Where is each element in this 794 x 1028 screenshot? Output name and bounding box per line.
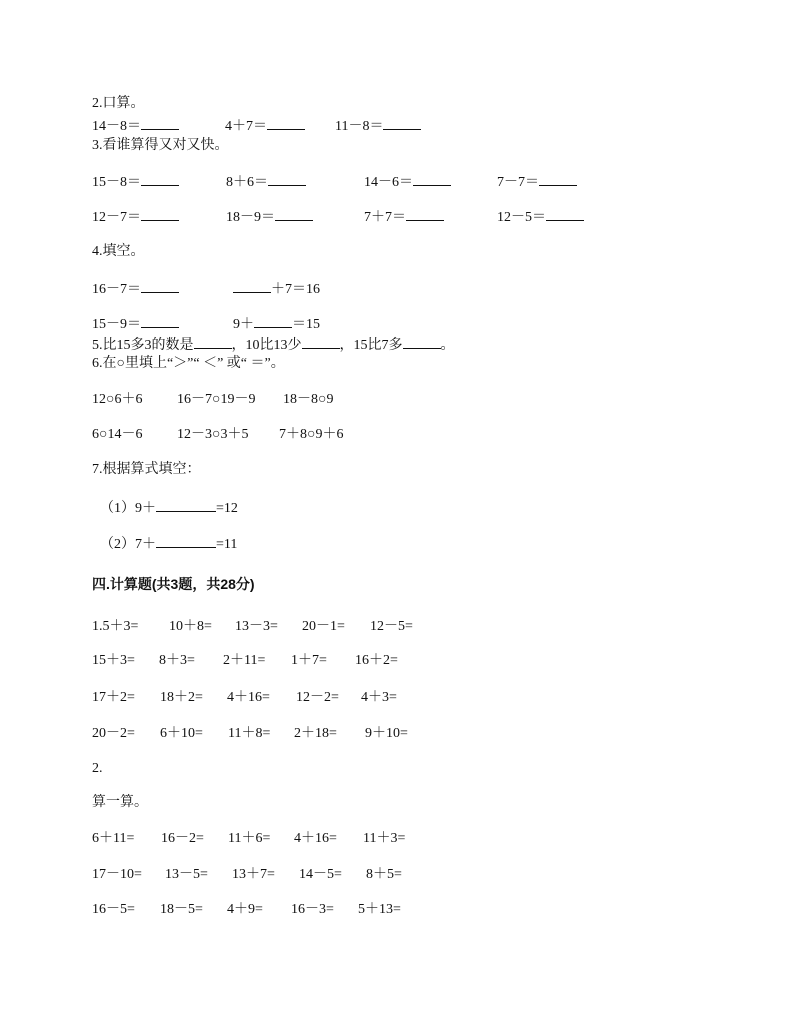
compare-item: 16－7○19－9 bbox=[177, 392, 256, 407]
q2-item-1: 14－8＝ bbox=[92, 115, 179, 137]
calc-item: 12－2= bbox=[296, 690, 339, 705]
calc-item: 8＋5= bbox=[366, 867, 402, 882]
answer-blank[interactable] bbox=[156, 533, 216, 548]
answer-blank[interactable] bbox=[539, 171, 577, 186]
q4-item: 9＋ ＝15 bbox=[233, 313, 320, 335]
compare-item: 12－3○3＋5 bbox=[177, 427, 249, 442]
compare-item: 7＋8○9＋6 bbox=[279, 427, 344, 442]
answer-blank[interactable] bbox=[156, 497, 216, 512]
calc-item: 20－2= bbox=[92, 726, 135, 741]
calc-item: 4＋3= bbox=[361, 690, 397, 705]
calc-item: 14－5= bbox=[299, 867, 342, 882]
q4-title bbox=[92, 242, 145, 262]
answer-blank[interactable] bbox=[141, 115, 179, 130]
answer-blank[interactable] bbox=[413, 171, 451, 186]
compare-item: 6○14－6 bbox=[92, 427, 143, 442]
q5-text: 5.比15多3的数是 bbox=[92, 338, 194, 353]
q3-item: 18－9＝ bbox=[226, 206, 313, 228]
q6-title bbox=[92, 354, 285, 374]
calc-item: 2＋11= bbox=[223, 653, 266, 668]
calc-item: 11＋6= bbox=[228, 831, 271, 846]
calc-item: 20－1= bbox=[302, 619, 345, 634]
q2-item-3: 11－8＝ bbox=[335, 115, 421, 137]
answer-blank[interactable] bbox=[302, 334, 340, 349]
q7-item-2: （2）7＋ =11 bbox=[100, 533, 237, 553]
q4-item: 16－7＝ bbox=[92, 278, 179, 300]
q3-title bbox=[92, 136, 229, 156]
answer-blank[interactable] bbox=[406, 206, 444, 221]
q3-item: 12－5＝ bbox=[497, 206, 584, 228]
q7-item-1: （1）9＋ =12 bbox=[100, 497, 238, 517]
calc-item: 17－10= bbox=[92, 867, 142, 882]
calc-item: 13－5= bbox=[165, 867, 208, 882]
calc-item: 4＋9= bbox=[227, 902, 263, 917]
section-heading-text: 四.计算题(共3题，共28分) bbox=[92, 576, 255, 592]
q5-text: ，15比7多 bbox=[339, 338, 403, 353]
calc-item: 11＋8= bbox=[228, 726, 271, 741]
answer-blank[interactable] bbox=[141, 278, 179, 293]
q5-text: ，10比13少 bbox=[231, 338, 302, 353]
calc-item: 10＋8= bbox=[169, 619, 212, 634]
answer-blank[interactable] bbox=[546, 206, 584, 221]
answer-blank[interactable] bbox=[141, 313, 179, 328]
calc-item: 12－5= bbox=[370, 619, 413, 634]
q7-title-text: 7.根据算式填空： bbox=[92, 462, 201, 477]
calc-item: 13－3= bbox=[235, 619, 278, 634]
calc2-number-text: 2. bbox=[92, 761, 103, 776]
calc-item: 18－5= bbox=[160, 902, 203, 917]
compare-item: 12○6＋6 bbox=[92, 392, 143, 407]
q3-item: 12－7＝ bbox=[92, 206, 179, 228]
q6-title-text: 6.在○里填上“＞”“ ＜” 或“ ＝”。 bbox=[92, 356, 285, 371]
calc-item: 13＋7= bbox=[232, 867, 275, 882]
calc-item: 1＋7= bbox=[291, 653, 327, 668]
answer-blank[interactable] bbox=[141, 171, 179, 186]
calc-item: 16－2= bbox=[161, 831, 204, 846]
answer-blank[interactable] bbox=[383, 115, 421, 130]
q3-item: 8＋6＝ bbox=[226, 171, 306, 193]
q3-item: 15－8＝ bbox=[92, 171, 179, 193]
calc-item: 18＋2= bbox=[160, 690, 203, 705]
answer-blank[interactable] bbox=[141, 206, 179, 221]
q2-title-text: 2.口算。 bbox=[92, 96, 145, 111]
calc-item: 5＋13= bbox=[358, 902, 401, 917]
q3-item: 14－6＝ bbox=[364, 171, 451, 193]
calc-item: 1.5＋3= bbox=[92, 619, 139, 634]
calc-item: 6＋10= bbox=[160, 726, 203, 741]
answer-blank[interactable] bbox=[403, 334, 441, 349]
q4-item: 15－9＝ bbox=[92, 313, 179, 335]
calc-item: 8＋3= bbox=[159, 653, 195, 668]
calc-item: 4＋16= bbox=[294, 831, 337, 846]
calc-item: 15＋3= bbox=[92, 653, 135, 668]
q5-line bbox=[92, 334, 455, 354]
answer-blank[interactable] bbox=[194, 334, 232, 349]
q3-item: 7＋7＝ bbox=[364, 206, 444, 228]
q3-title-text: 3.看谁算得又对又快。 bbox=[92, 138, 229, 153]
compare-item: 18－8○9 bbox=[283, 392, 334, 407]
calc2-title-text: 算一算。 bbox=[92, 795, 148, 810]
calc-item: 17＋2= bbox=[92, 690, 135, 705]
answer-blank[interactable] bbox=[268, 171, 306, 186]
calc-item: 11＋3= bbox=[363, 831, 406, 846]
q3-item: 7－7＝ bbox=[497, 171, 577, 193]
calc-item: 9＋10= bbox=[365, 726, 408, 741]
answer-blank[interactable] bbox=[275, 206, 313, 221]
q2-title bbox=[92, 94, 145, 114]
answer-blank[interactable] bbox=[233, 278, 271, 293]
q4-item: ＋7＝16 bbox=[233, 278, 320, 300]
calc-item: 16－5= bbox=[92, 902, 135, 917]
q2-item-2: 4＋7＝ bbox=[225, 115, 305, 137]
calc2-title bbox=[92, 793, 148, 813]
answer-blank[interactable] bbox=[267, 115, 305, 130]
q5-text: 。 bbox=[440, 338, 455, 353]
calc-item: 16＋2= bbox=[355, 653, 398, 668]
calc-item: 4＋16= bbox=[227, 690, 270, 705]
q4-title-text: 4.填空。 bbox=[92, 244, 145, 259]
calc-item: 16－3= bbox=[291, 902, 334, 917]
calc-item: 2＋18= bbox=[294, 726, 337, 741]
answer-blank[interactable] bbox=[254, 313, 292, 328]
section-heading bbox=[92, 574, 255, 594]
calc-item: 6＋11= bbox=[92, 831, 135, 846]
calc2-number bbox=[92, 759, 103, 779]
q7-title bbox=[92, 460, 201, 480]
